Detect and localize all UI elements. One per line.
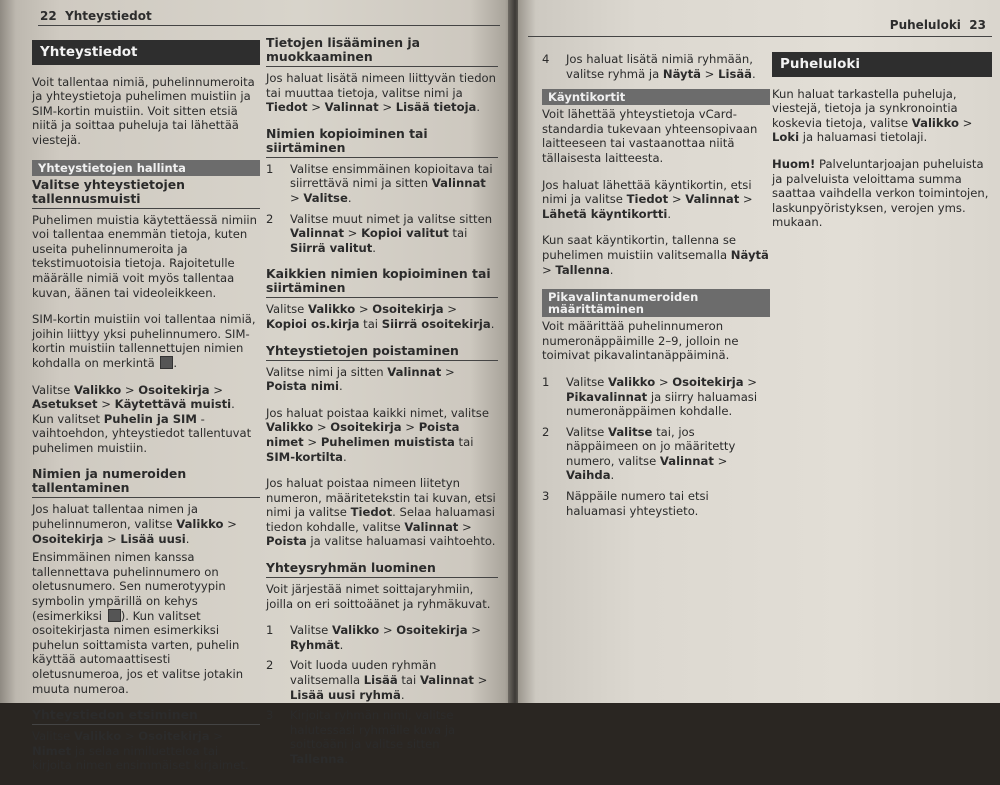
paragraph: Jos haluat poistaa nimeen liitetyn numeron, määritetekstin tai kuvan, etsi nimi ja valitse Tiedot. Selaa haluamasi tiedon kohdalle, valitse Valinnat > Poista ja valitse haluamasi vaihtoehto.: [266, 476, 496, 549]
paragraph: Puhelimen muistia käytettäessä nimiin voi tallentaa enemmän tietoja, kuten useita puhelinnumeroita ja tekstimuotoisia tietoja. Rajoitetulle määrälle nimiä voit myös tallentaa kuvan, äänen tai videoleikkeen.: [32, 212, 257, 300]
subheading: Yhteystietojen poistaminen: [266, 344, 498, 361]
list-item: 1 Valitse Valikko > Osoitekirja > Pikavalinnat ja siirry haluamasi numeronäppäimen kohdalle.: [542, 374, 758, 419]
paragraph: Jos haluat tallentaa nimen ja puhelinnumeron, valitse Valikko > Osoitekirja > Lisää uusi.: [32, 502, 237, 546]
section-banner: Puheluloki: [772, 52, 992, 77]
subheading: Kaikkien nimien kopioiminen tai siirtäminen: [266, 267, 498, 298]
subheading: Tietojen lisääminen ja muokkaaminen: [266, 36, 498, 67]
step-list: [266, 162, 498, 256]
paragraph: Kun haluat tarkastella puheluja, viestejä, tietoja ja synkronointia koskevia tietoja, valitse Valikko > Loki ja haluamasi tietolaji.: [772, 86, 973, 145]
list-item: 4 Jos haluat lisätä nimiä ryhmään, valitse ryhmä ja Näytä > Lisää.: [542, 52, 756, 81]
step-list: [542, 52, 770, 81]
subheading: Yhteystiedon etsiminen: [32, 708, 260, 725]
right-running-head: [890, 18, 986, 32]
paragraph: Jos haluat lisätä nimeen liittyvän tiedon tai muuttaa tietoja, valitse nimi ja Tiedot > Valinnat > Lisää tietoja.: [266, 71, 496, 115]
list-item: 2 Valitse Valitse tai, jos näppäimeen on jo määritetty numero, valitse Valinnat > Vaihda.: [542, 424, 736, 483]
left-header-rule: [38, 25, 500, 26]
list-item: 1 Valitse ensimmäinen kopioitava tai siirrettävä nimi ja sitten Valinnat > Valitse.: [266, 161, 493, 205]
right-page-number: 23: [969, 18, 986, 32]
note-paragraph: Huom! Palveluntarjoajan puheluista ja palveluista veloittama summa saattaa vaihdella verkon toimintojen, laskunpyöristyksen, verojen yms. mukaan.: [772, 156, 989, 230]
paragraph: Ensimmäinen nimen kanssa tallennettava puhelinnumero on oletusnumero. Sen numerotyypin symbolin ympärillä on kehys (esimerkiksi ). Kun valitset osoitekirjasta nimen esimerkiksi puhelun soittamista varten, puhelin käyttää automaattisesti oletusnumeroa, jos et valitse jotakin muuta numeroa.: [32, 550, 244, 696]
paragraph: Voit lähettää yhteystietoja vCard-standardia tukevaan yhteensopivaan laitteeseen tai vastaanottaa niitä tällaisesta laitteesta.: [542, 107, 758, 165]
subheading: Nimien kopioiminen tai siirtäminen: [266, 127, 498, 158]
paragraph: Jos haluat poistaa kaikki nimet, valitse Valikko > Osoitekirja > Poista nimet > Puhelimen muistista tai SIM-kortilta.: [266, 405, 489, 464]
subheading: Nimien ja numeroiden tallentaminen: [32, 467, 260, 498]
subsection-banner: Käyntikortit: [542, 89, 770, 105]
paragraph: Voit määrittää puhelinnumeron numeronäppäimille 2–9, jolloin ne toimivat pikavalintanäppäiminä.: [542, 319, 739, 363]
list-item: 2 Valitse muut nimet ja valitse sitten Valinnat > Kopioi valitut tai Siirrä valitut.: [266, 211, 493, 255]
left-page-number: 22: [40, 9, 57, 23]
paragraph: Valitse nimi ja sitten Valinnat > Poista nimi.: [266, 364, 455, 394]
left-column-2: [266, 36, 498, 779]
list-item: 1 Valitse Valikko > Osoitekirja > Ryhmät.: [266, 623, 481, 652]
paragraph: Kun saat käyntikortin, tallenna se puhelimen muistiin valitsemalla Näytä > Tallenna.: [542, 233, 769, 277]
intro-paragraph: Voit tallentaa nimiä, puhelinnumeroita ja yhteystietoja puhelimen muistiin ja SIM-kortin muistiin. Voit sitten etsiä niitä ja soittaa puheluja tai lähettää viestejä.: [32, 74, 255, 147]
step-list: [266, 623, 498, 766]
right-column-1: [542, 52, 770, 530]
right-running-title: Puheluloki: [889, 18, 961, 32]
paragraph: Voit järjestää nimet soittajaryhmiin, joilla on eri soittoäänet ja ryhmäkuvat.: [266, 582, 491, 611]
subheading: Yhteysryhmän luominen: [266, 561, 498, 578]
list-item: 2 Voit luoda uuden ryhmän valitsemalla Lisää tai Valinnat > Lisää uusi ryhmä.: [266, 658, 488, 702]
paragraph: Jos haluat lähettää käyntikortin, etsi nimi ja valitse Tiedot > Valinnat > Lähetä käyntikortti.: [542, 177, 753, 221]
subsection-banner: Pikavalintanumeroiden määrittäminen: [542, 289, 770, 317]
paragraph: Valitse Valikko > Osoitekirja > Asetukset > Käytettävä muisti. Kun valitset Puhelin ja SIM -vaihtoehdon, yhteystiedot tallentuvat puhelimen muistiin.: [32, 382, 252, 455]
subheading: Valitse yhteystietojen tallennusmuisti: [32, 178, 260, 209]
step-list: [542, 375, 770, 518]
left-column-1: [32, 40, 260, 785]
right-page: [518, 0, 1000, 703]
paragraph: Valitse Valikko > Osoitekirja > Nimet ja selaa nimiluetteloa tai kirjoita nimen ensimmäiset kirjaimet.: [32, 729, 249, 773]
left-running-head: [40, 9, 152, 23]
right-header-rule: [528, 36, 992, 37]
sim-memory-icon: [160, 356, 173, 369]
section-banner: Yhteystiedot: [32, 40, 260, 65]
left-running-title: Yhteystiedot: [65, 9, 152, 23]
paragraph: Valitse Valikko > Osoitekirja > Kopioi os.kirja tai Siirrä osoitekirja.: [266, 302, 495, 331]
right-column-2: [772, 52, 992, 242]
subsection-banner: Yhteystietojen hallinta: [32, 160, 260, 176]
paragraph: SIM-kortin muistiin voi tallentaa nimiä, joihin liittyy yksi puhelinnumero. SIM-kortin muistiin tallennettujen nimien kohdalla on merkintä .: [32, 312, 256, 370]
list-item: 3 Kirjoita ryhmän nimi, valitse halutessasi ryhmälle kuva ja soittoääni ja valitse sitten Tallenna.: [266, 708, 456, 766]
list-item: 3 Näppäile numero tai etsi haluamasi yhteystieto.: [542, 489, 709, 518]
default-number-icon: [108, 609, 121, 622]
